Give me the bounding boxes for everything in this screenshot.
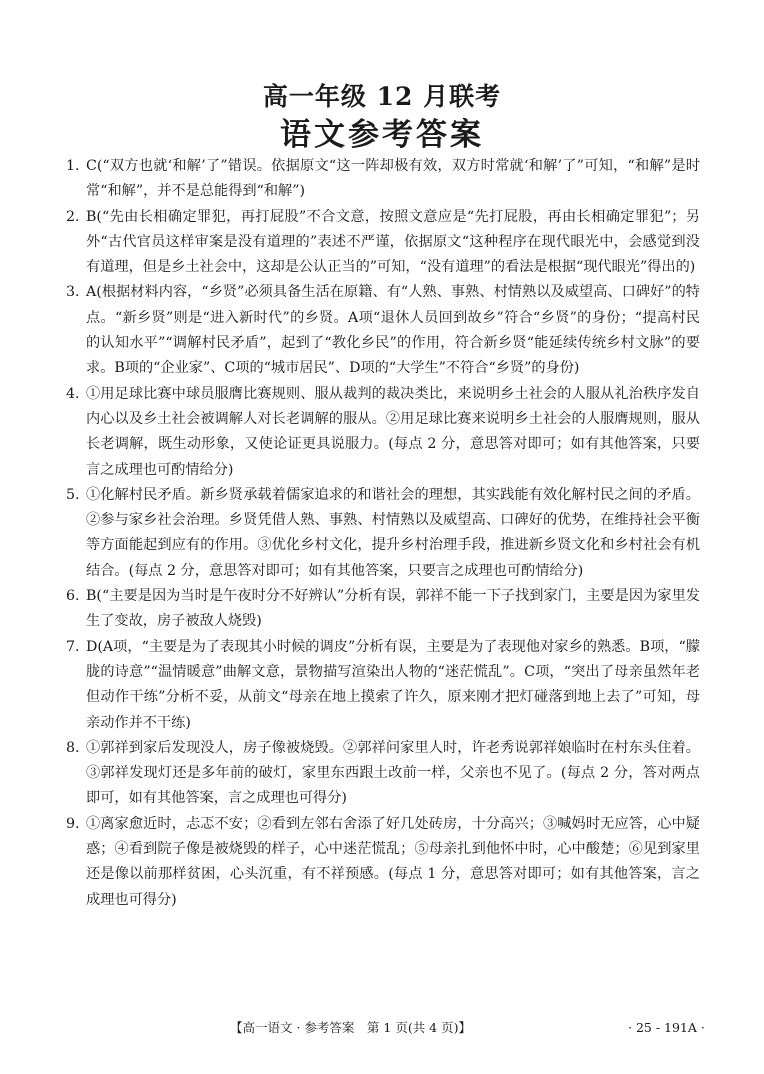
answer-number: 2. — [66, 208, 80, 225]
answer-item-8 — [66, 736, 700, 812]
answer-item-9 — [66, 812, 700, 913]
answer-text: B(“主要是因为当时是午夜时分不好辨认”分析有误，郭祥不能一下子找到家门，主要是因为家里发生了变故，房子被敌人烧毁) — [86, 588, 700, 630]
answer-number: 8. — [66, 739, 80, 756]
answer-list — [66, 154, 700, 913]
answer-text: ①郭祥到家后发现没人，房子像被烧毁。②郭祥问家里人时，许老秀说郭祥娘临时在村东头住着。③郭祥发现灯还是多年前的破灯，家里东西跟土改前一样，父亲也不见了。(每点 2 分，答对两点即可，如有其他答案，言之成理也可得分) — [86, 739, 700, 807]
answer-item-7 — [66, 635, 700, 736]
page-subtitle: 语文参考答案 — [280, 117, 484, 153]
answer-item-2 — [66, 205, 700, 281]
answer-item-3 — [66, 280, 700, 381]
answer-item-5 — [66, 483, 700, 584]
answer-text: ①离家愈近时，忐忑不安；②看到左邻右舍添了好几处砖房，十分高兴；③喊妈时无应答，心中疑惑；④看到院子像是被烧毁的样子，心中迷茫慌乱；⑤母亲扎到他怀中时，心中酸楚；⑥见到家里还是像以前那样贫困，心头沉重，有不祥预感。(每点 1 分，意思答对即可；如有其他答案，言之成理也可得分) — [86, 815, 700, 908]
page-title: 高一年级 12 月联考 — [262, 82, 502, 111]
answer-text: ①用足球比赛中球员服膺比赛规则、服从裁判的裁决类比，来说明乡土社会的人服从礼治秩序发自内心以及乡土社会被调解人对长老调解的服从。②用足球比赛来说明乡土社会的人服膺规则，服从长老调解，既生动形象，又使论证更具说服力。(每点 2 分，意思答对即可；如有其他答案，只要言之成理也可酌情给分) — [86, 385, 700, 478]
answer-text: B(“先由长相确定罪犯，再打屁股”不合文意，按照文意应是“先打屁股，再由长相确定罪犯”；另外“古代官员这样审案是没有道理的”表述不严谨，依据原文“这种程序在现代眼光中，会感觉到没有道理，但是乡土社会中，这却是公认正当的”可知，“没有道理”的看法是根据“现代眼光”得出的) — [86, 208, 700, 276]
answer-number: 6. — [66, 588, 80, 605]
answer-number: 9. — [66, 815, 80, 832]
answer-number: 4. — [66, 385, 80, 402]
answer-text: C(“双方也就‘和解’了”错误。依据原文“这一阵却极有效，双方时常就‘和解’了”可知，“和解”是时常“和解”，并不是总能得到“和解”) — [86, 158, 700, 200]
answer-text: ①化解村民矛盾。新乡贤承载着儒家追求的和谐社会的理想，其实践能有效化解村民之间的矛盾。②参与家乡社会治理。乡贤凭借人熟、事熟、村情熟以及威望高、口碑好的优势，在维持社会平衡等方面能起到应有的作用。③优化乡村文化，提升乡村治理手段，推进新乡贤文化和乡村社会有机结合。(每点 2 分，意思答对即可；如有其他答案，只要言之成理也可酌情给分) — [86, 486, 700, 579]
answer-number: 3. — [66, 284, 80, 301]
answer-item-4 — [66, 382, 700, 483]
answer-text: A(根据材料内容，“乡贤”必须具备生活在原籍、有“人熟、事熟、村情熟以及威望高、口碑好”的特点。“新乡贤”则是“进入新时代”的乡贤。A项“退休人员回到故乡”符合“乡贤”的身份；“提高村民的认知水平”“调解村民矛盾”，起到了“教化乡民”的作用，符合新乡贤“能延续传统乡村文脉”的要求。B项的“企业家”、C项的“城市居民”、D项的“大学生”不符合“乡贤”的身份) — [86, 284, 700, 377]
footer-exam-code: · 25 - 191A · — [628, 1020, 705, 1035]
answer-number: 1. — [66, 158, 80, 174]
answer-number: 5. — [66, 486, 80, 503]
answer-item-6 — [66, 584, 700, 635]
answer-item-1 — [66, 154, 700, 205]
footer-page-info: 【高一语文 · 参考答案 第 1 页(共 4 页)】 — [230, 1020, 471, 1035]
answer-number: 7. — [66, 638, 80, 655]
answer-text: D(A项，“主要是为了表现其小时候的调皮”分析有误，主要是为了表现他对家乡的熟悉。B项，“朦胧的诗意”“温情暖意”曲解文意，景物描写渲染出人物的“迷茫慌乱”。C项，“突出了母亲虽然年老但动作干练”分析不妥，从前文“母亲在地上摸索了许久，原来刚才把灯碰落到地上去了”可知，母亲动作并不干练) — [86, 638, 700, 731]
